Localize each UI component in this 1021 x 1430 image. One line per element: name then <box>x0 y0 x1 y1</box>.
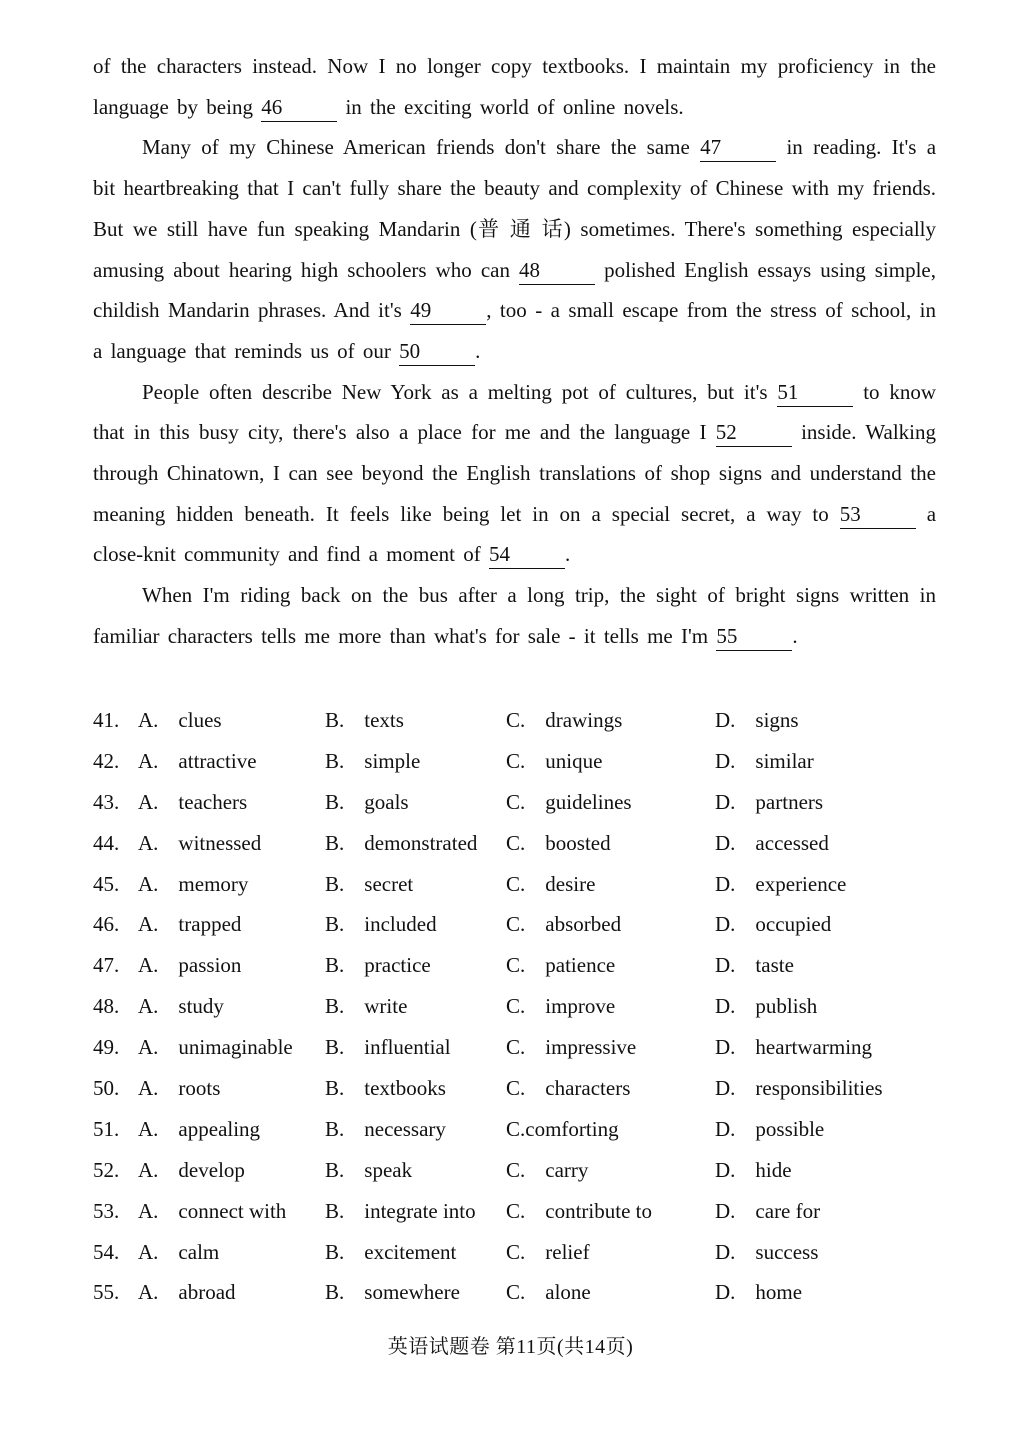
option-d <box>715 1068 883 1109</box>
option-b <box>325 1272 460 1313</box>
option-a <box>138 904 241 945</box>
option-c <box>506 823 611 864</box>
option-letter: C. <box>506 748 526 773</box>
blank-46: 46 <box>261 99 337 122</box>
option-text: contribute to <box>545 1198 652 1223</box>
paragraph-3 <box>93 372 936 576</box>
option-text: attractive <box>178 748 257 773</box>
option-letter: B. <box>325 789 345 814</box>
option-a <box>138 1272 236 1313</box>
option-text: calm <box>178 1239 220 1264</box>
passage-text: . <box>475 338 481 363</box>
option-text: improve <box>545 994 616 1019</box>
passage-text: . <box>565 542 571 567</box>
option-letter: D. <box>715 1157 736 1182</box>
option-a <box>138 823 261 864</box>
option-d <box>715 1150 792 1191</box>
option-a <box>138 945 241 986</box>
option-c <box>506 945 615 986</box>
option-text: occupied <box>755 912 832 937</box>
question-row <box>93 986 953 1027</box>
option-c <box>506 1109 619 1150</box>
option-text: included <box>364 912 437 937</box>
paragraph-2 <box>93 127 936 371</box>
option-d <box>715 741 814 782</box>
option-letter: A. <box>138 953 159 978</box>
option-text: desire <box>545 871 596 896</box>
option-text: excitement <box>364 1239 457 1264</box>
option-letter: C. <box>506 1239 526 1264</box>
option-text: home <box>755 1280 803 1305</box>
option-c <box>506 904 621 945</box>
option-text: influential <box>364 1035 451 1060</box>
option-text: success <box>755 1239 819 1264</box>
option-text: heartwarming <box>755 1035 873 1060</box>
blank-52: 52 <box>716 424 792 447</box>
blank-54: 54 <box>489 546 565 569</box>
option-letter: C. <box>506 1198 526 1223</box>
option-b <box>325 1109 446 1150</box>
option-letter: B. <box>325 1280 345 1305</box>
option-letter: A. <box>138 1280 159 1305</box>
option-text: passion <box>178 953 242 978</box>
option-letter: A. <box>138 1157 159 1182</box>
option-letter: C. <box>506 1035 526 1060</box>
option-text: impressive <box>545 1035 637 1060</box>
option-letter: C. <box>506 1116 526 1141</box>
question-row <box>93 741 953 782</box>
option-letter: A. <box>138 871 159 896</box>
option-letter: A. <box>138 1239 159 1264</box>
question-number: 55. <box>93 1280 120 1305</box>
option-c <box>506 741 602 782</box>
option-letter: A. <box>138 1035 159 1060</box>
option-d <box>715 904 831 945</box>
paragraph-4 <box>93 575 936 656</box>
option-letter: B. <box>325 871 345 896</box>
option-a <box>138 700 222 741</box>
option-text: comforting <box>525 1116 619 1141</box>
option-a <box>138 1027 293 1068</box>
option-d <box>715 945 794 986</box>
option-c <box>506 1068 630 1109</box>
blank-51: 51 <box>777 384 853 407</box>
option-b <box>325 1232 456 1273</box>
option-text: unimaginable <box>178 1035 293 1060</box>
option-text: characters <box>545 1076 631 1101</box>
option-text: appealing <box>178 1116 261 1141</box>
option-letter: C. <box>506 912 526 937</box>
option-text: textbooks <box>364 1076 446 1101</box>
option-text: study <box>178 994 224 1019</box>
option-c <box>506 1027 636 1068</box>
option-text: clues <box>178 708 222 732</box>
option-text: simple <box>364 748 421 773</box>
blank-53: 53 <box>840 506 916 529</box>
option-letter: B. <box>325 830 345 855</box>
question-row <box>93 1272 953 1313</box>
option-letter: D. <box>715 1076 736 1101</box>
option-text: guidelines <box>545 789 632 814</box>
option-b <box>325 864 413 905</box>
option-b <box>325 741 420 782</box>
option-letter: A. <box>138 1198 159 1223</box>
option-letter: D. <box>715 1280 736 1305</box>
option-c <box>506 986 615 1027</box>
option-letter: B. <box>325 1157 345 1182</box>
option-letter: A. <box>138 1116 159 1141</box>
option-letter: A. <box>138 994 159 1019</box>
option-text: relief <box>545 1239 590 1264</box>
option-d <box>715 700 799 741</box>
option-text: absorbed <box>545 912 622 937</box>
option-text: teachers <box>178 789 248 814</box>
option-a <box>138 1191 286 1232</box>
passage-text: a close-knit community and find a moment of <box>93 501 937 567</box>
passage-text: to know that in this busy city, there's also a place for me and the language I <box>93 379 937 445</box>
passage-text: Many of my Chinese American friends don't share the same <box>142 135 690 160</box>
option-a <box>138 986 224 1027</box>
option-d <box>715 986 817 1027</box>
option-letter: B. <box>325 748 345 773</box>
option-letter: A. <box>138 748 159 773</box>
option-d <box>715 1191 820 1232</box>
question-number: 54. <box>93 1239 120 1264</box>
option-letter: D. <box>715 708 736 732</box>
option-text: roots <box>178 1076 221 1101</box>
option-text: publish <box>755 994 818 1019</box>
option-d <box>715 864 846 905</box>
option-letter: A. <box>138 789 159 814</box>
option-letter: B. <box>325 912 345 937</box>
question-number: 50. <box>93 1076 120 1101</box>
option-letter: B. <box>325 1076 345 1101</box>
question-number: 47. <box>93 953 120 978</box>
question-row <box>93 1109 953 1150</box>
option-letter: C. <box>506 789 526 814</box>
question-number: 42. <box>93 748 120 773</box>
question-row <box>93 1191 953 1232</box>
option-b <box>325 823 477 864</box>
option-text: possible <box>755 1116 825 1141</box>
option-d <box>715 1232 818 1273</box>
option-letter: D. <box>715 1198 736 1223</box>
passage-text: . <box>792 623 798 648</box>
question-number: 51. <box>93 1116 120 1141</box>
paragraph-1 <box>93 46 936 127</box>
option-c <box>506 1191 652 1232</box>
option-text: drawings <box>545 708 623 732</box>
option-letter: B. <box>325 1116 345 1141</box>
option-text: goals <box>364 789 409 814</box>
option-text: speak <box>364 1157 413 1182</box>
option-letter: C. <box>506 708 526 732</box>
blank-49: 49 <box>410 302 486 325</box>
option-b <box>325 1150 412 1191</box>
option-b <box>325 782 409 823</box>
question-row <box>93 864 953 905</box>
option-c <box>506 1150 588 1191</box>
option-text: write <box>364 994 408 1019</box>
option-d <box>715 1027 872 1068</box>
question-number: 44. <box>93 830 120 855</box>
option-letter: D. <box>715 830 736 855</box>
passage-text: , too - a small escape from the stress of school, in a language that reminds us of our <box>93 298 937 363</box>
blank-47: 47 <box>700 139 776 162</box>
question-row <box>93 1232 953 1273</box>
option-letter: B. <box>325 1198 345 1223</box>
question-number: 45. <box>93 871 120 896</box>
passage-text: of the characters instead. Now I no longer copy textbooks. I maintain my proficiency in the language by being <box>93 54 936 119</box>
option-letter: D. <box>715 871 736 896</box>
blank-55: 55 <box>716 628 792 651</box>
option-c <box>506 782 632 823</box>
option-letter: D. <box>715 1035 736 1060</box>
question-row <box>93 1068 953 1109</box>
question-number: 46. <box>93 912 120 937</box>
option-text: alone <box>545 1280 591 1305</box>
option-text: texts <box>364 708 404 732</box>
option-d <box>715 1272 802 1313</box>
option-letter: C. <box>506 953 526 978</box>
question-number: 52. <box>93 1157 120 1182</box>
option-letter: B. <box>325 1035 345 1060</box>
option-text: taste <box>755 953 794 978</box>
question-number: 48. <box>93 994 120 1019</box>
option-letter: D. <box>715 1239 736 1264</box>
option-letter: A. <box>138 912 159 937</box>
question-row <box>93 782 953 823</box>
option-text: carry <box>545 1157 589 1182</box>
option-text: practice <box>364 953 431 978</box>
option-letter: D. <box>715 953 736 978</box>
option-letter: B. <box>325 708 345 732</box>
passage-text: in reading. It's a bit heartbreaking that I can't fully share the beauty and complexity of Chinese with my friends. But we still have fun speaking Mandarin (普 通 话) sometimes. There's something especially amusing about hearing high schoolers who can <box>93 135 937 282</box>
option-a <box>138 782 247 823</box>
option-text: memory <box>178 871 249 896</box>
option-letter: C. <box>506 871 526 896</box>
blank-48: 48 <box>519 262 595 285</box>
option-letter: C. <box>506 830 526 855</box>
option-letter: D. <box>715 994 736 1019</box>
option-c <box>506 700 622 741</box>
option-d <box>715 782 823 823</box>
option-text: partners <box>755 789 824 814</box>
option-text: care for <box>755 1198 821 1223</box>
option-letter: C. <box>506 1280 526 1305</box>
option-text: integrate into <box>364 1198 476 1223</box>
option-letter: C. <box>506 994 526 1019</box>
option-letter: B. <box>325 1239 345 1264</box>
passage <box>93 46 936 657</box>
question-row <box>93 700 953 741</box>
option-text: patience <box>545 953 616 978</box>
option-c <box>506 1232 590 1273</box>
option-d <box>715 823 829 864</box>
option-text: connect with <box>178 1198 287 1223</box>
option-letter: A. <box>138 708 159 732</box>
option-letter: A. <box>138 1076 159 1101</box>
option-text: unique <box>545 748 603 773</box>
question-row <box>93 1027 953 1068</box>
question-number: 43. <box>93 789 120 814</box>
option-text: abroad <box>178 1280 236 1305</box>
option-text: develop <box>178 1157 245 1182</box>
option-d <box>715 1109 824 1150</box>
option-letter: D. <box>715 1116 736 1141</box>
option-c <box>506 864 595 905</box>
option-a <box>138 741 257 782</box>
option-a <box>138 1150 245 1191</box>
option-b <box>325 700 404 741</box>
option-a <box>138 1109 260 1150</box>
option-letter: C. <box>506 1076 526 1101</box>
option-text: demonstrated <box>364 830 478 855</box>
passage-text: polished English essays using simple, childish Mandarin phrases. And it's <box>93 257 937 323</box>
option-a <box>138 1232 219 1273</box>
question-row <box>93 945 953 986</box>
question-number: 41. <box>93 708 120 732</box>
option-letter: A. <box>138 830 159 855</box>
option-text: somewhere <box>364 1280 460 1305</box>
question-row <box>93 823 953 864</box>
passage-text: When I'm riding back on the bus after a long trip, the sight of bright signs written in familiar characters tells me more than what's for sale - it tells me I'm <box>93 583 936 648</box>
answer-options <box>93 700 953 1313</box>
question-number: 53. <box>93 1198 120 1223</box>
option-b <box>325 986 407 1027</box>
option-text: hide <box>755 1157 792 1182</box>
passage-text: in the exciting world of online novels. <box>345 94 684 119</box>
option-text: experience <box>755 871 847 896</box>
option-b <box>325 1027 451 1068</box>
passage-text: inside. Walking through Chinatown, I can see beyond the English translations of shop signs and understand the meaning hidden beneath. It feels like being let in on a special secret, a way to <box>93 420 937 526</box>
option-a <box>138 1068 220 1109</box>
question-number: 49. <box>93 1035 120 1060</box>
option-letter: D. <box>715 912 736 937</box>
option-b <box>325 1191 476 1232</box>
option-letter: C. <box>506 1157 526 1182</box>
option-text: trapped <box>178 912 242 937</box>
option-b <box>325 1068 446 1109</box>
option-a <box>138 864 248 905</box>
option-letter: B. <box>325 953 345 978</box>
question-row <box>93 904 953 945</box>
option-b <box>325 945 431 986</box>
option-text: signs <box>755 708 799 732</box>
option-text: necessary <box>364 1116 446 1141</box>
option-text: accessed <box>755 830 829 855</box>
option-letter: D. <box>715 748 736 773</box>
blank-50: 50 <box>399 343 475 366</box>
option-letter: B. <box>325 994 345 1019</box>
passage-text: People often describe New York as a melting pot of cultures, but it's <box>142 379 768 404</box>
option-text: secret <box>364 871 414 896</box>
page-footer: 英语试题卷 第11页(共14页) <box>387 1336 634 1358</box>
option-text: similar <box>755 748 814 773</box>
option-letter: D. <box>715 789 736 814</box>
option-text: witnessed <box>178 830 262 855</box>
option-text: responsibilities <box>755 1076 883 1101</box>
question-row <box>93 1150 953 1191</box>
option-c <box>506 1272 591 1313</box>
option-b <box>325 904 437 945</box>
option-text: boosted <box>545 830 611 855</box>
